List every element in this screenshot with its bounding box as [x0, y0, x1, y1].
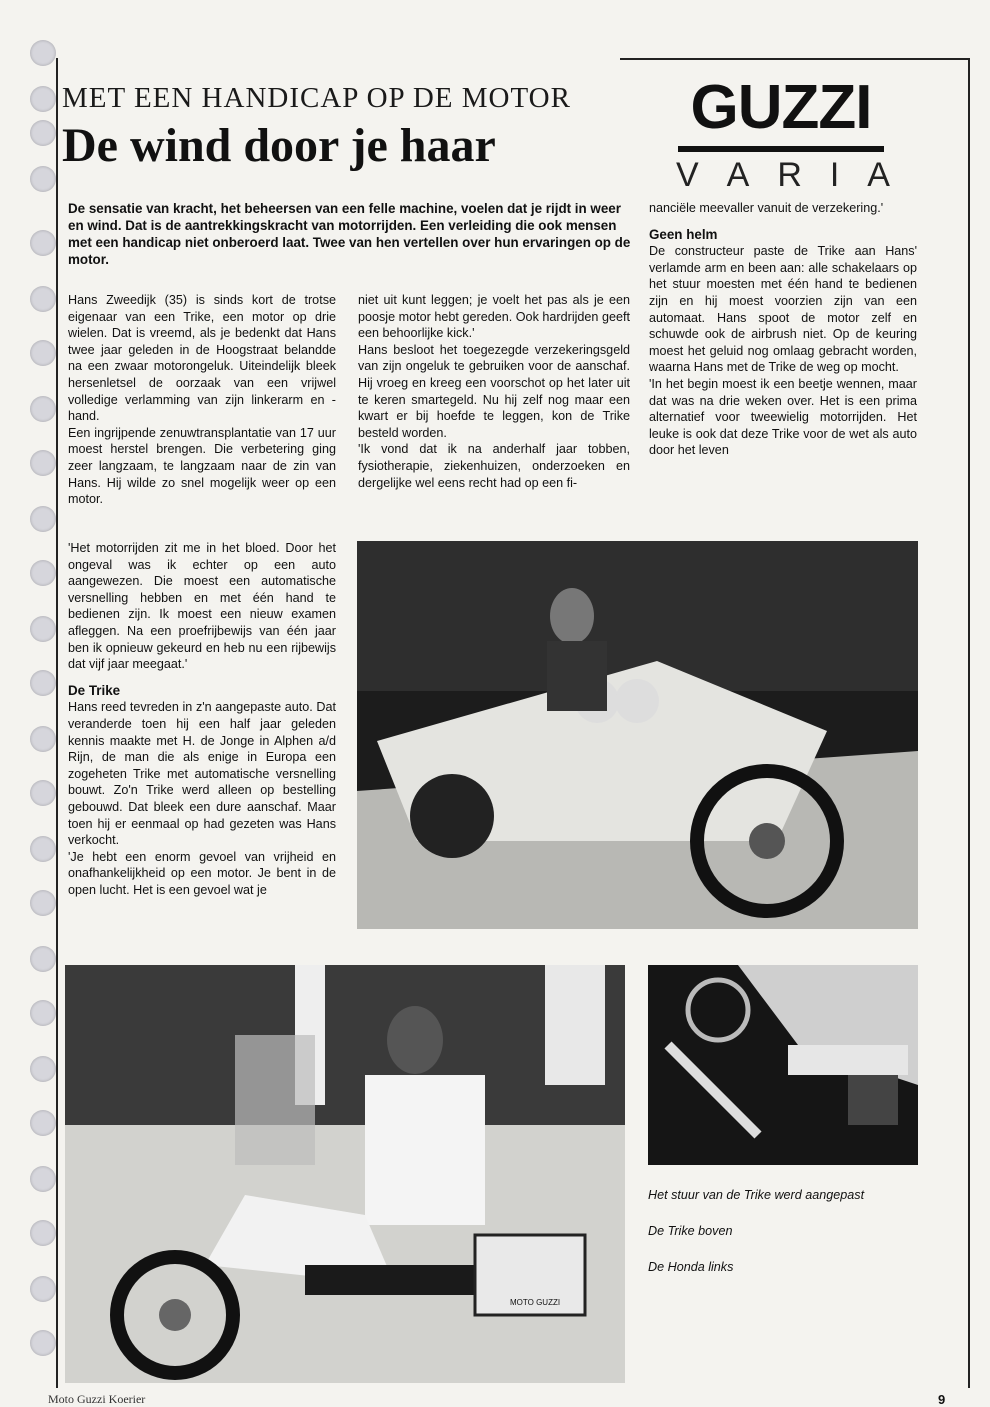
logo-letter: I	[829, 156, 840, 194]
caption-handlebar: Het stuur van de Trike werd aangepast	[648, 1188, 865, 1202]
handlebar-photo	[648, 965, 918, 1165]
binder-hole	[30, 1056, 56, 1082]
subheading-de-trike: De Trike	[68, 682, 121, 698]
binder-hole	[30, 890, 56, 916]
binder-hole	[30, 1110, 56, 1136]
frame-line-left	[56, 58, 58, 1388]
binder-hole	[30, 120, 56, 146]
logo-word: GUZZI	[690, 73, 872, 142]
binder-hole	[30, 836, 56, 862]
honda-photo	[65, 965, 625, 1383]
binder-hole	[30, 1166, 56, 1192]
binder-hole	[30, 726, 56, 752]
binder-hole	[30, 616, 56, 642]
binder-holes	[0, 0, 60, 1405]
logo-letter: A	[726, 156, 750, 194]
binder-hole	[30, 780, 56, 806]
binder-hole	[30, 560, 56, 586]
paragraph: niet uit kunt leggen; je voelt het pas als je een poosje motor hebt gereden. Ook hardrijden geeft een behoorlijke kick.'	[358, 293, 630, 341]
binder-hole	[30, 946, 56, 972]
logo-subtitle	[676, 156, 890, 195]
paragraph: Hans Zweedijk (35) is sinds kort de trotse eigenaar van een Trike, een motor op drie wielen. Dat is vreemd, als je bedenkt dat Hans twee jaar geleden in de Hoogstraat belandde na een zwaar motorongeluk. Uiteindelijk bleek hersenletsel de oorzaak van een vrijwel volledige verlamming van zijn linkerarm en -hand.	[68, 293, 336, 424]
binder-hole	[30, 230, 56, 256]
binder-hole	[30, 396, 56, 422]
binder-hole	[30, 506, 56, 532]
logo-letter: V	[676, 156, 699, 194]
paragraph: 'Je hebt een enorm gevoel van vrijheid en onafhankelijkheid op een motor. Je bent in de open lucht. Het is een gevoel wat je	[68, 849, 336, 897]
logo-letter: A	[867, 156, 890, 194]
binder-hole	[30, 86, 56, 112]
binder-hole	[30, 166, 56, 192]
binder-hole	[30, 286, 56, 312]
paragraph: De constructeur paste de Trike aan Hans' verlamde arm en been aan: alle schakelaars op het stuur moesten met één hand te bedienen zijn en hij moest voorzien zijn van een automaat. Hans spoot de motor zelf en schuwde ook de airbrush niet. Op de keuring moest het geluid nog omlaag gebracht worden, waarna Hans met de Trike de weg op mocht.	[649, 244, 917, 375]
column-1-top	[68, 292, 336, 508]
paragraph: 'Ik vond dat ik na anderhalf jaar tobben, fysiotherapie, ziekenhuizen, onderzoeken en dergelijke wel eens recht had op een fi-	[358, 442, 630, 490]
binder-hole	[30, 40, 56, 66]
subheading-geen-helm: Geen helm	[649, 226, 718, 242]
binder-hole	[30, 340, 56, 366]
binder-hole	[30, 1276, 56, 1302]
binder-hole	[30, 450, 56, 476]
column-1-bottom	[68, 540, 336, 898]
paragraph: Hans besloot het toegezegde verzekeringsgeld van zijn ongeluk te gebruiken voor de aanschaf. Hij vroeg en kreeg een voorschot op het later uit te keren smartegeld. Nu hij zelf nog maar een kwart er bij hoefde te leggen, kon de Trike besteld worden.	[358, 342, 630, 440]
paragraph: 'In het begin moest ik een beetje wennen, maar dat was na drie weken over. Het is een prima alternatief voor tweewielig motorrijden. Het leuke is ook dat deze Trike voor de wet als auto door het leven	[649, 376, 917, 458]
column-2	[358, 292, 630, 491]
paragraph: Hans reed tevreden in z'n aangepaste auto. Dat veranderde toen hij een half jaar geleden kennis maakte met H. de Jonge in Alphen a/d Rijn, de man die als enige in Europa een zogeheten Trike met automatische versnelling bouwt. Zo'n Trike werd alleen op bestelling gebouwd. Dat bleek een dure aanschaf. Maar toen hij er eenmaal op had gezeten was Hans verkocht.	[68, 700, 336, 848]
trike-photo	[357, 541, 918, 929]
binder-hole	[30, 1000, 56, 1026]
frame-line-right	[968, 58, 970, 1388]
paragraph: 'Het motorrijden zit me in het bloed. Door het ongeval was ik echter op een auto aangewezen. Die moest een automatische versnelling hebben en met één hand te bedienen zijn. Ik moest een nieuw examen afleggen. Na een proefrijbewijs van één jaar ben ik opnieuw gekeurd en heb nu een rijbewijs dat vijf jaar meegaat.'	[68, 541, 336, 672]
page-number: 9	[938, 1392, 946, 1407]
binder-hole	[30, 1330, 56, 1356]
paragraph: nanciële meevaller vanuit de verzekering.'	[649, 201, 884, 215]
caption-trike: De Trike boven	[648, 1224, 733, 1238]
caption-honda: De Honda links	[648, 1260, 734, 1274]
article-headline: De wind door je haar	[62, 119, 496, 172]
column-3	[649, 200, 917, 459]
publication-footer: Moto Guzzi Koerier	[48, 1392, 146, 1406]
article-lead: De sensatie van kracht, het beheersen van een felle machine, voelen dat je rijdt in weer en wind. Dat is de aantrekkingskracht van motorrijden. Een verleiding die ook mensen met een handicap niet onberoerd laat. Twee van hen vertellen over hun ervaringen op de motor.	[68, 201, 631, 267]
frame-line-top	[620, 58, 970, 60]
logo-divider	[678, 146, 884, 152]
logo-letter: R	[777, 156, 802, 194]
tank-lettering: MOTO GUZZI	[510, 1298, 561, 1307]
article-kicker: MET EEN HANDICAP OP DE MOTOR	[62, 82, 571, 114]
paragraph: Een ingrijpende zenuwtransplantatie van 17 uur moest herstel brengen. Die verbetering ging zeer langzaam, te langzaam naar de zin van Hans. Hij wilde zo snel mogelijk weer op een motor.	[68, 425, 336, 507]
binder-hole	[30, 1220, 56, 1246]
binder-hole	[30, 670, 56, 696]
